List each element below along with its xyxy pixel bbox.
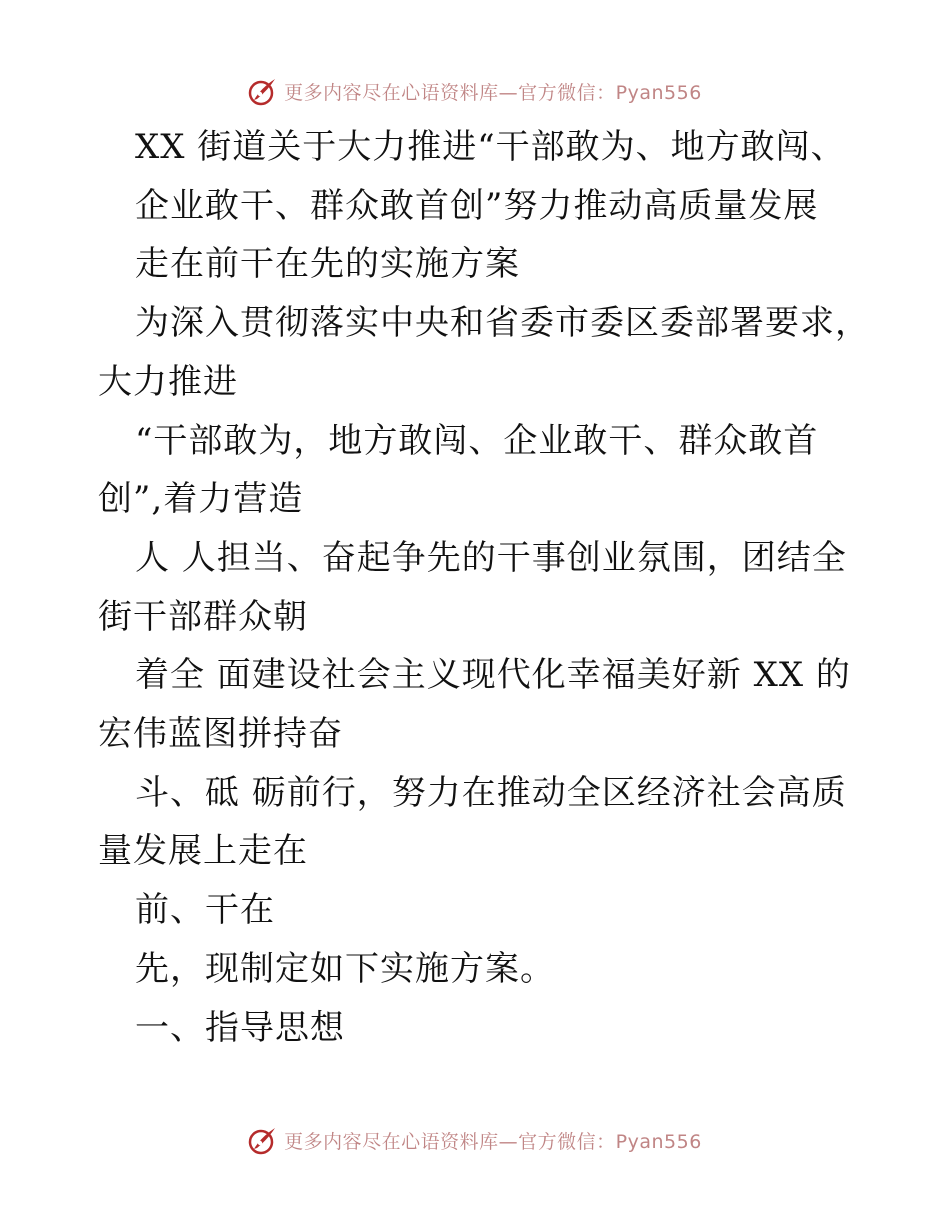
paragraph-line: 先，现制定如下实施方案。	[135, 948, 555, 989]
quill-logo-icon	[248, 76, 278, 106]
watermark-text: 更多内容尽在心语资料库—官方微信：Pyan556	[284, 1130, 702, 1153]
section-heading: 一、指导思想	[135, 1007, 345, 1048]
paragraph-line: 人 人担当、奋起争先的干事创业氛围，团结全	[135, 537, 847, 578]
title-line-2: 企业敢干、群众敢首创”努力推动高质量发展	[135, 185, 819, 226]
paragraph-line: 为深入贯彻落实中央和省委市委区委部署要求，	[135, 303, 870, 344]
paragraph-line: “干部敢为，地方敢闯、企业敢干、群众敢首	[135, 420, 819, 461]
paragraph-line: 着全 面建设社会主义现代化幸福美好新 XX 的	[135, 655, 851, 696]
paragraph-line: 量发展上走在	[98, 831, 308, 872]
header-watermark	[0, 71, 950, 111]
paragraph-line: 街干部群众朝	[98, 596, 308, 637]
watermark-text: 更多内容尽在心语资料库—官方微信：Pyan556	[284, 81, 702, 104]
paragraph-line: 创”,着力营造	[98, 479, 304, 520]
document-body	[98, 118, 870, 1057]
title-line-1: XX 街道关于大力推进“干部敢为、地方敢闯、	[135, 127, 846, 167]
quill-logo-icon	[248, 1125, 278, 1155]
paragraph-line: 前、干在	[135, 890, 275, 931]
paragraph-line: 大力推进	[98, 361, 238, 402]
footer-watermark	[0, 1120, 950, 1160]
paragraph-line: 宏伟蓝图拼持奋	[98, 714, 343, 755]
title-line-3: 走在前干在先的实施方案	[135, 244, 520, 285]
paragraph-line: 斗、砥 砺前行，努力在推动全区经济社会高质	[135, 772, 847, 813]
